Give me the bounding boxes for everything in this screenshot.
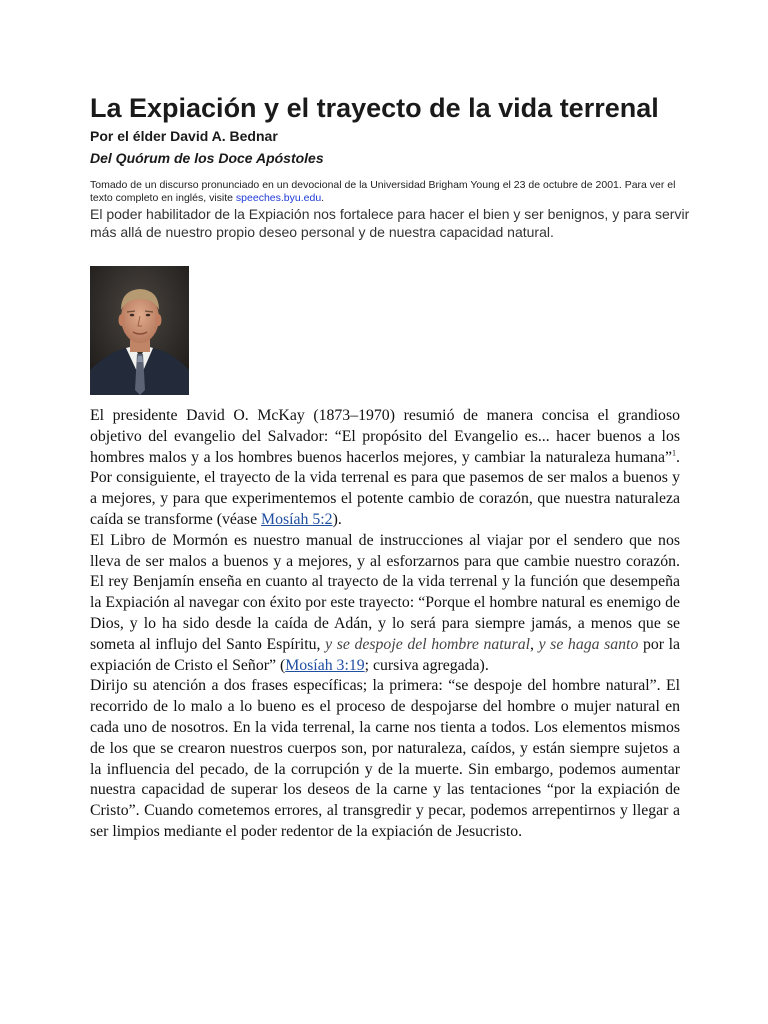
source-note-text: Tomado de un discurso pronunciado en un devocional de la Universidad Brigham Young el 23 de octubre de 2001. Para ver el texto completo en inglés, visite (90, 179, 676, 204)
body-text: por la expiación de Cristo el Señor” ( (90, 635, 681, 674)
body-paragraph (90, 406, 680, 531)
body-text: El presidente David O. McKay (1873–1970) resumió de manera concisa el grandioso objetivo del evangelio del Salvador: “El propósito del Evangelio es... hacer buenos a los hombres malos y a los hombres buenos hacerlos mejores, y cambiar la naturaleza humana” (90, 407, 680, 466)
italic-quote: y se despoje del hombre natural (325, 635, 531, 653)
source-note (90, 179, 690, 204)
source-link[interactable]: speeches.byu.edu (235, 191, 322, 204)
author-byline: Por el élder David A. Bednar (90, 128, 278, 144)
article-title: La Expiación y el trayecto de la vida terrenal (90, 93, 659, 123)
body-text: ; cursiva agregada). (364, 656, 489, 674)
italic-quote: y se haga santo (538, 635, 639, 653)
footnote-marker[interactable]: 1 (672, 448, 677, 458)
scripture-link-mosiah-3-19[interactable]: Mosíah 3:19 (285, 656, 365, 674)
body-text: ). (332, 510, 342, 528)
body-paragraph (90, 531, 680, 677)
scripture-link-mosiah-5-2[interactable]: Mosíah 5:2 (261, 510, 333, 528)
lead-paragraph: El poder habilitador de la Expiación nos fortalece para hacer el bien y ser benignos, y para servir más allá de nuestro propio deseo personal y de nuestra capacidad natural. (90, 206, 690, 240)
author-portrait (90, 266, 189, 395)
body-paragraph: Dirijo su atención a dos frases específicas; la primera: “se despoje del hombre natural”. El recorrido de lo malo a lo bueno es el proceso de despojarse del hombre o mujer natural en cada uno de nosotros. En la vida terrenal, la carne nos tienta a todos. Los elementos mismos de los que se crearon nuestros cuerpos son, por naturaleza, caídos, y están siempre sujetos a la influencia del pecado, de la corrupción y de la muerte. Sin embargo, podemos aumentar nuestra capacidad de superar los deseos de la carne y las tentaciones “por la expiación de Cristo”. Cuando cometemos errores, al transgredir y pecar, podemos arrepentirnos y llegar a ser limpios mediante el poder redentor de la expiación de Jesucristo. (90, 677, 680, 840)
author-affiliation: Del Quórum de los Doce Apóstoles (90, 150, 324, 166)
body-text: . Por consiguiente, el trayecto de la vida terrenal es para que pasemos de ser malos a buenos y a mejores, y para que experimentemos el potente cambio de corazón, que nuestra naturaleza caída se transforme (véase (90, 448, 680, 528)
body-text: , (530, 635, 539, 653)
source-note-end: . (321, 191, 325, 204)
body-text: El Libro de Mormón es nuestro manual de instrucciones al viajar por el sendero que nos lleva de ser malos a buenos y a mejores, y al esforzarnos para que cambie nuestro corazón. El rey Benjamín enseña en cuanto al trayecto de la vida terrenal y la función que desempeña la Expiación al navegar con éxito por este trayecto: “Porque el hombre natural es enemigo de Dios, y lo ha sido desde la caída de Adán, y lo será para siempre jamás, a menos que se someta al influjo del Santo Espíritu, (90, 531, 680, 653)
article-body (90, 406, 680, 843)
